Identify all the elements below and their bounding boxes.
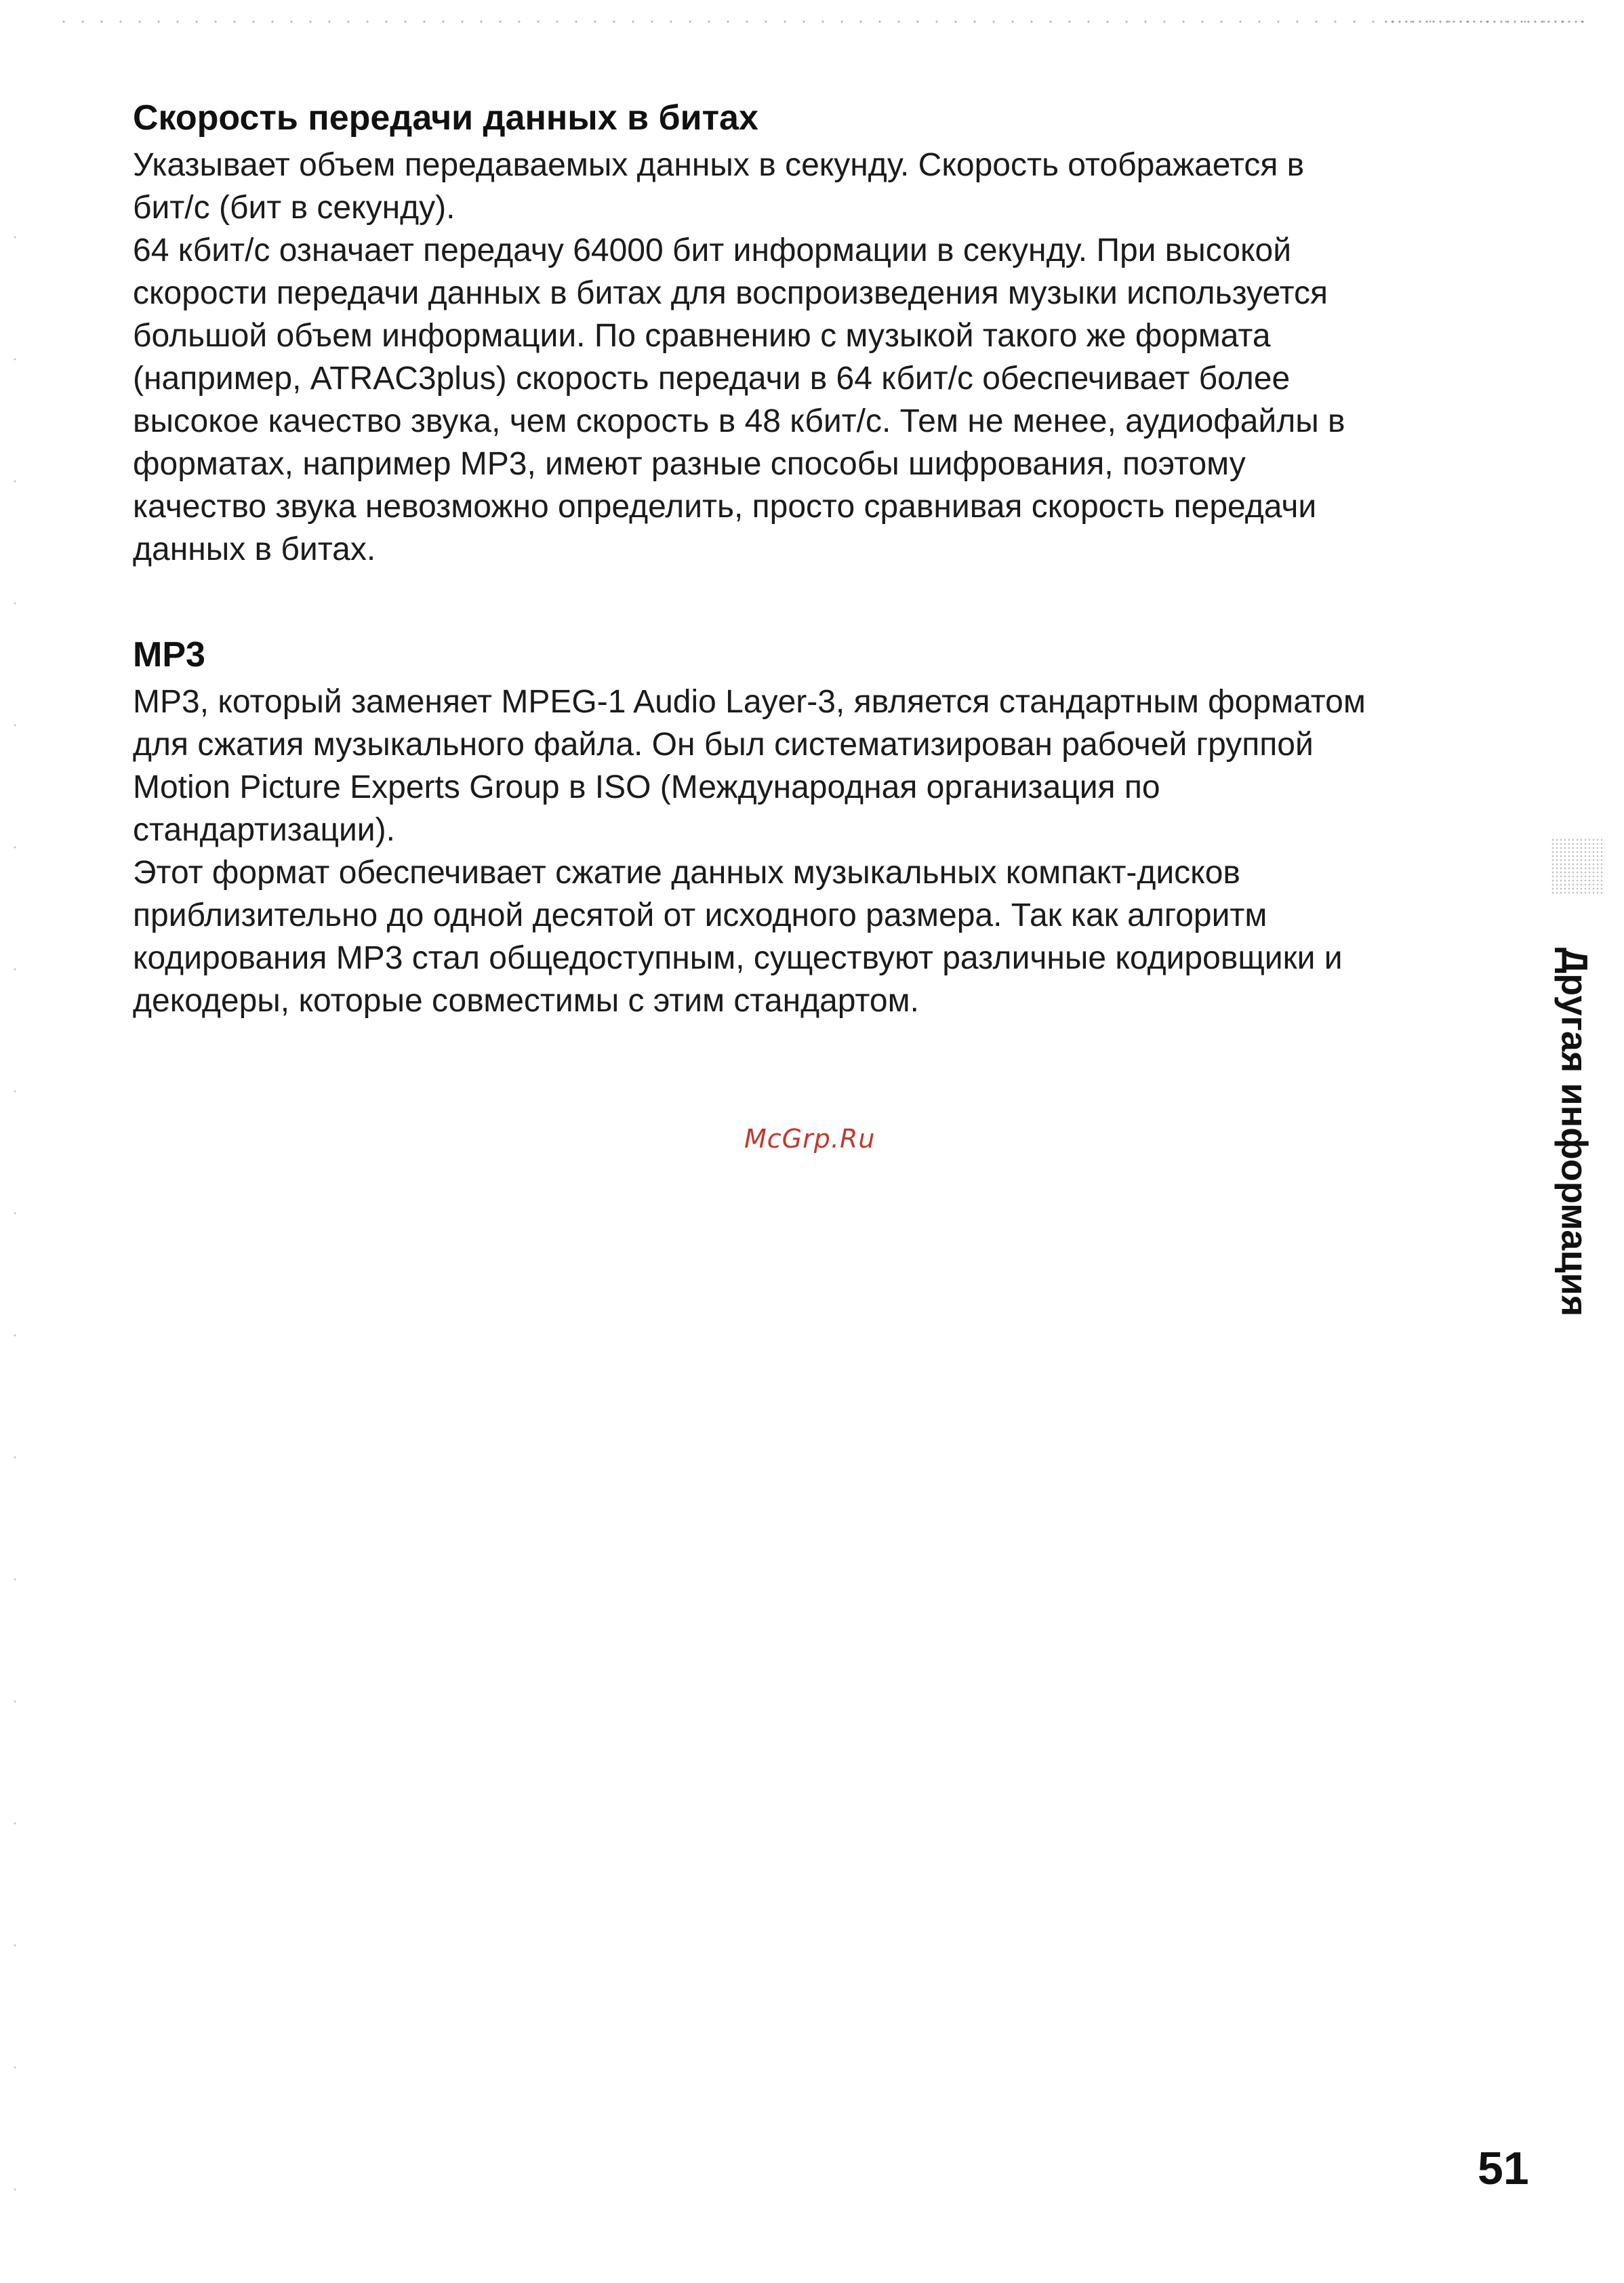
side-tab-label: Другая информация <box>1554 947 1594 1317</box>
bitrate-paragraph-1: Указывает объем передаваемых данных в секунду. Скорость отображается в бит/с (бит в секунду). <box>133 147 1305 226</box>
mp3-paragraph-2: Этот формат обеспечивает сжатие данных музыкальных компакт-дисков приблизительно до одной десятой от исходного размера. Так как алгоритм кодирования MP3 стал общедоступным, существуют различные кодировщики и декодеры, которые совместимы с этим стандартом. <box>133 855 1343 1019</box>
side-tab-other-info <box>1547 922 1601 1342</box>
watermark-link[interactable]: McGrp.Ru <box>744 1124 876 1154</box>
page-content <box>133 94 1522 1022</box>
scan-noise-top-right <box>1383 19 1586 24</box>
page-number: 51 <box>1478 2143 1529 2194</box>
section-spacer <box>133 571 1522 630</box>
scan-noise-top <box>54 19 1586 24</box>
mp3-paragraph-1: MP3, который заменяет MPEG-1 Audio Layer-3, является стандартным форматом для сжатия музыкального файла. Он был систематизирован рабочей группой Motion Picture Experts Group в ISO (Международная организация по стандартизации). <box>133 684 1366 848</box>
section-heading-mp3: MP3 <box>133 635 205 674</box>
side-tab-shading <box>1551 838 1605 895</box>
section-heading-bitrate: Скорость передачи данных в битах <box>133 98 758 138</box>
bitrate-paragraph-2: 64 кбит/с означает передачу 64000 бит информации в секунду. При высокой скорости передачи данных в битах для воспроизведения музыки используется большой объем информации. По сравнению с музыкой такого же формата (например, ATRAC3plus) скорость передачи в 64 кбит/с обеспечивает более высокое качество звука, чем скорость в 48 кбит/с. Тем не менее, аудиофайлы в форматах, например MP3, имеют разные способы шифрования, поэтому качество звука невозможно определить, просто сравнивая скорость передачи данных в битах. <box>133 233 1345 567</box>
scan-noise-left-margin <box>9 176 20 2210</box>
